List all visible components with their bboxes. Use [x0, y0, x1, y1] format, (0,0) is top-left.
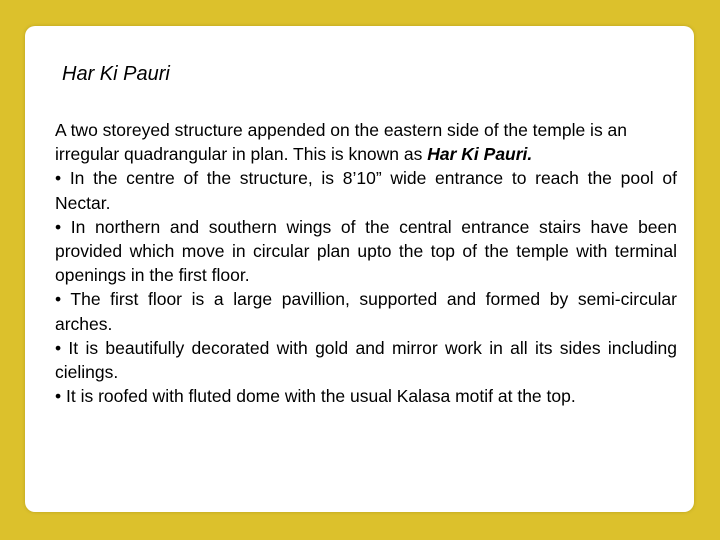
intro-paragraph	[55, 118, 677, 166]
bullet-item-1: • In the centre of the structure, is 8’10” wide entrance to reach the pool of Nectar.	[55, 168, 677, 213]
intro-text: A two storeyed structure appended on the eastern side of the temple is an irregular quadrangular in plan. This is known as	[55, 120, 628, 165]
bullet-item-5: • It is roofed with fluted dome with the usual Kalasa motif at the top.	[55, 386, 576, 407]
bullet-item-4: • It is beautifully decorated with gold and mirror work in all its sides including cielings.	[55, 337, 677, 383]
bullet-item-3: • The first floor is a large pavillion, supported and formed by semi-circular arches.	[55, 289, 677, 334]
bullet-item-2: • In northern and southern wings of the central entrance stairs have been provided which move in circular plan upto the top of the temple with terminal openings in the first floor.	[55, 216, 677, 286]
slide-title: Har Ki Pauri	[62, 63, 170, 85]
slide-body	[55, 118, 677, 408]
intro-emphasis: Har Ki Pauri.	[427, 144, 533, 165]
